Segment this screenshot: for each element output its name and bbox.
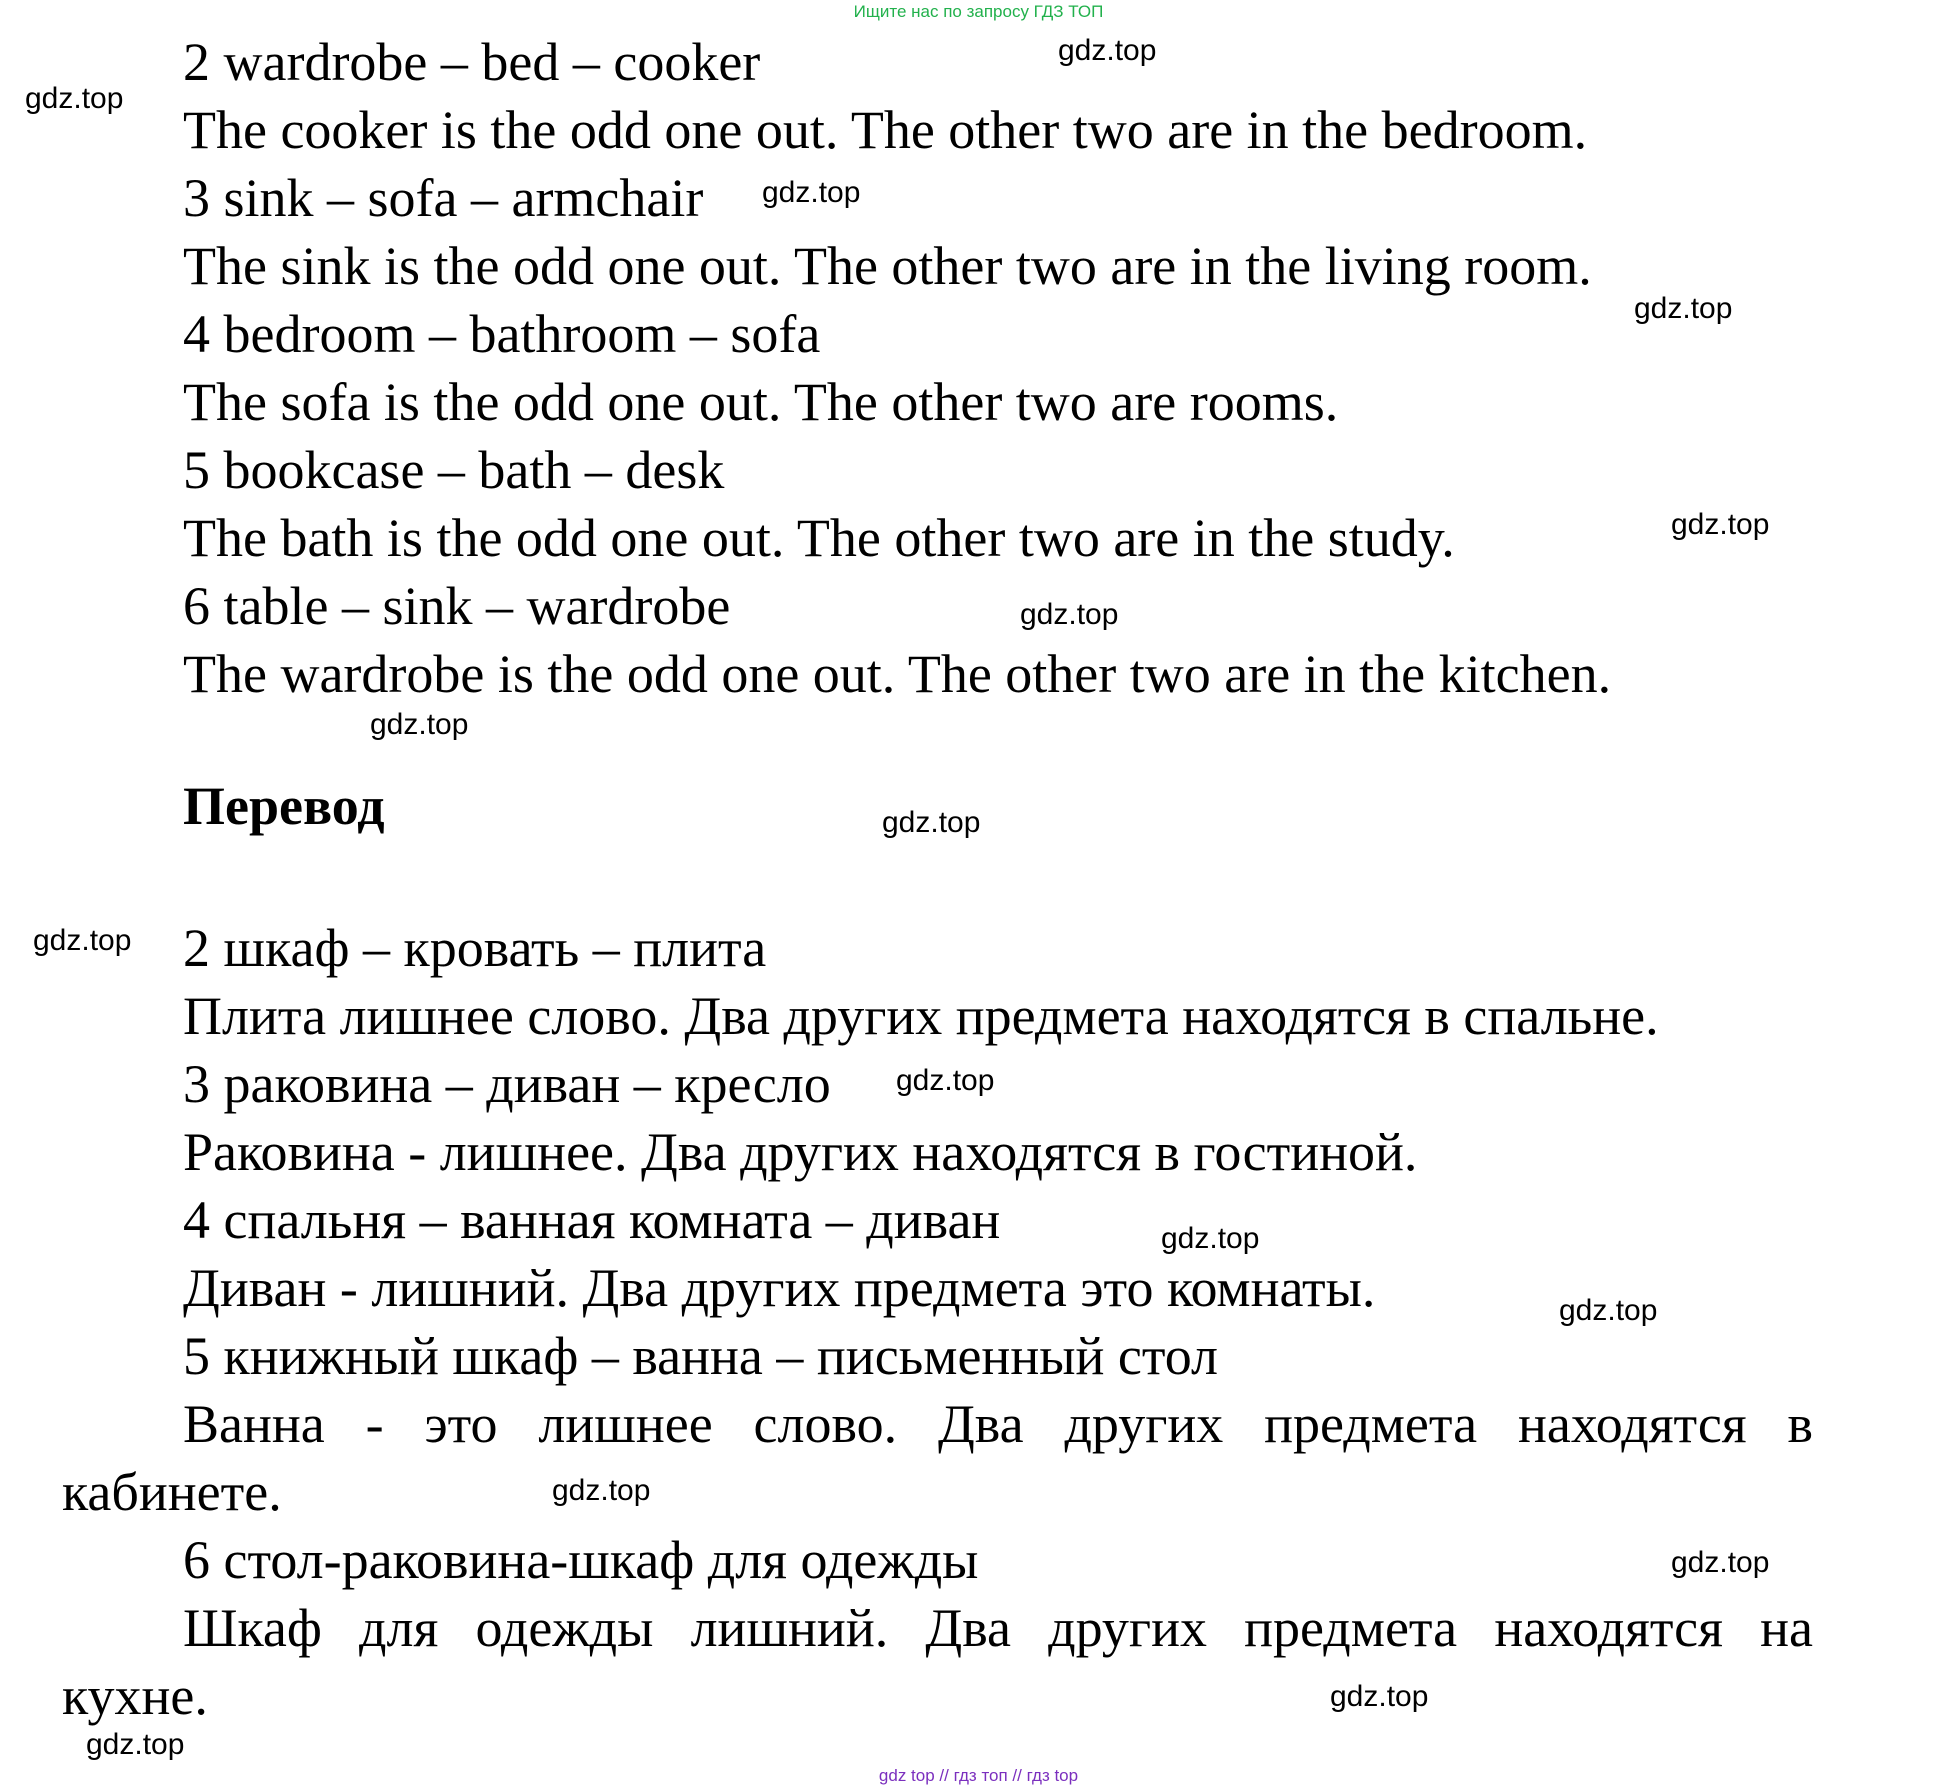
watermark: gdz.top (552, 1474, 651, 1507)
russian-line: кухне. (62, 1666, 208, 1726)
english-line: 3 sink – sofa – armchair (183, 168, 704, 228)
russian-line: кабинете. (62, 1462, 282, 1522)
watermark: gdz.top (370, 708, 469, 741)
russian-line: 3 раковина – диван – кресло (183, 1054, 831, 1114)
russian-line: Плита лишнее слово. Два других предмета находятся в спальне. (183, 986, 1659, 1046)
russian-line: Раковина - лишнее. Два других находятся в гостиной. (183, 1122, 1418, 1182)
english-line: The sofa is the odd one out. The other two are rooms. (183, 372, 1339, 432)
english-line: The cooker is the odd one out. The other two are in the bedroom. (183, 100, 1588, 160)
footer-links: gdz top // гдз топ // гдз top (878, 1766, 1079, 1785)
english-line: The bath is the odd one out. The other two are in the study. (183, 508, 1455, 568)
russian-line: 2 шкаф – кровать – плита (183, 918, 767, 978)
english-line: 4 bedroom – bathroom – sofa (183, 304, 821, 364)
watermark: gdz.top (762, 176, 861, 209)
english-line: 5 bookcase – bath – desk (183, 440, 725, 500)
watermark: gdz.top (896, 1064, 995, 1097)
english-line: 2 wardrobe – bed – cooker (183, 32, 761, 92)
watermark: gdz.top (882, 806, 981, 839)
watermark: gdz.top (33, 924, 132, 957)
russian-line: 6 стол-раковина-шкаф для одежды (183, 1530, 979, 1590)
english-line: 6 table – sink – wardrobe (183, 576, 731, 636)
watermark: gdz.top (1559, 1294, 1658, 1327)
watermark: gdz.top (86, 1728, 185, 1761)
russian-line: Ванна - это лишнее слово. Два других предмета находятся в (183, 1394, 1813, 1454)
english-line: The sink is the odd one out. The other two are in the living room. (183, 236, 1592, 296)
watermark: gdz.top (1634, 292, 1733, 325)
translation-heading: Перевод (183, 776, 385, 836)
english-line: The wardrobe is the odd one out. The other two are in the kitchen. (183, 644, 1612, 704)
watermark: gdz.top (25, 82, 124, 115)
russian-line: 5 книжный шкаф – ванна – письменный стол (183, 1326, 1218, 1386)
watermark: gdz.top (1020, 598, 1119, 631)
watermark: gdz.top (1161, 1222, 1260, 1255)
watermark: gdz.top (1671, 508, 1770, 541)
russian-line: 4 спальня – ванная комната – диван (183, 1190, 1001, 1250)
russian-line: Диван - лишний. Два других предмета это комнаты. (183, 1258, 1376, 1318)
watermark: gdz.top (1058, 34, 1157, 67)
watermark: gdz.top (1671, 1546, 1770, 1579)
russian-line: Шкаф для одежды лишний. Два других предмета находятся на (183, 1598, 1813, 1658)
top-banner: Ищите нас по запросу ГДЗ ТОП (853, 2, 1104, 21)
watermark: gdz.top (1330, 1680, 1429, 1713)
